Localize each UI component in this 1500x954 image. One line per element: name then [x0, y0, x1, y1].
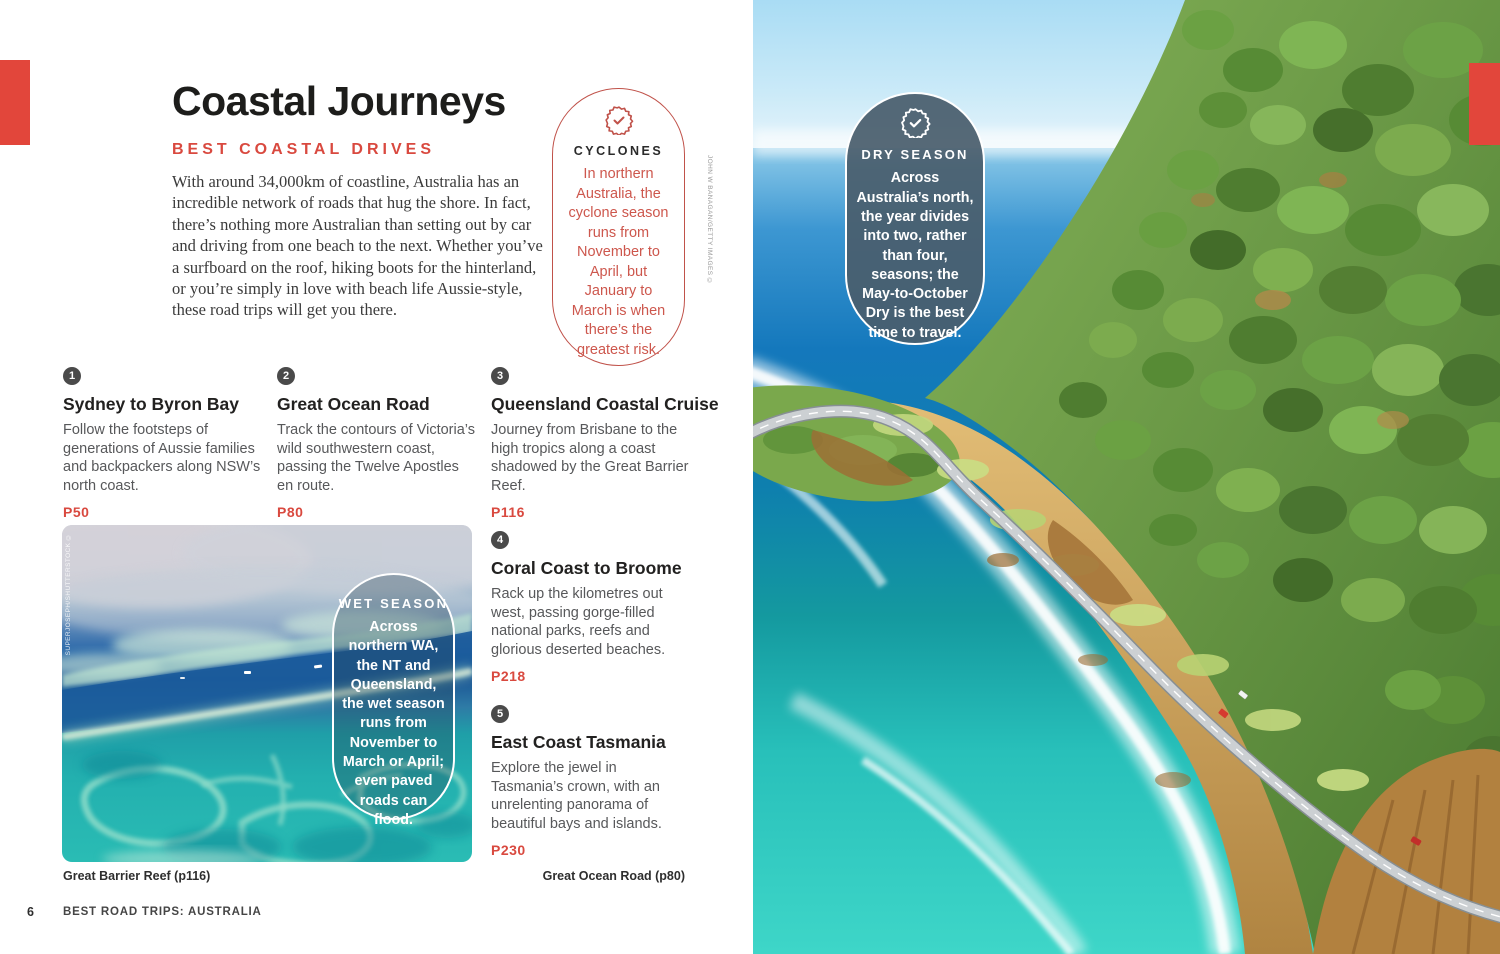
reef-photo [62, 525, 472, 862]
caption-great-ocean-road: Great Ocean Road (p80) [542, 869, 685, 883]
drive-title: Great Ocean Road [277, 394, 430, 414]
photo-credit-reef: SUPERJOSEPH/SHUTTERSTOCK © [65, 533, 72, 656]
drive-description: Track the contours of Victoria’s wild southwestern coast, passing the Twelve Apostles en route. [277, 422, 475, 494]
wet-season-callout [332, 573, 455, 828]
page-number: 6 [27, 905, 34, 919]
right-page-photo [753, 0, 1500, 954]
cyclones-callout-text: In northern Australia, the cyclone season runs from November to April, but January to March is when there’s the greatest risk. [568, 166, 669, 358]
dry-season-callout-text: Across Australia’s north, the year divides into two, rather than four, seasons; the May-to-October Dry is the best time to travel. [856, 170, 974, 341]
caption-great-barrier-reef: Great Barrier Reef (p116) [63, 869, 211, 883]
drive-description: Follow the footsteps of generations of Aussie families and backpackers along NSW’s north coast. [63, 422, 261, 494]
drive-description: Journey from Brisbane to the high tropics along a coast shadowed by the Great Barrier Reef. [491, 422, 689, 494]
cyclones-callout [552, 88, 685, 366]
wet-season-callout-text: Across northern WA, the NT and Queensland, the wet season runs from November to March or April; even paved roads can flood. [342, 619, 445, 828]
intro-paragraph: With around 34,000km of coastline, Australia has an incredible network of roads that hug the shore. In fact, there’s nothing more Australian than setting out by car and driving from one beach to the next. Whether you’ve a surfboard on the roof, hiking boots for the hinterland, or you’re simply in love with beach life Aussie-style, these road trips will get you there. [172, 172, 543, 320]
page-title: Coastal Journeys [172, 78, 506, 124]
drive-number-badge: 2 [277, 367, 295, 385]
photo-credit-getty: JOHN W BANAGAN/GETTY IMAGES © [706, 155, 713, 286]
drive-page-ref: P218 [491, 668, 526, 685]
drive-number-badge: 1 [63, 367, 81, 385]
drive-page-ref: P116 [491, 504, 525, 521]
drive-item-2 [277, 367, 479, 520]
drive-title: Coral Coast to Broome [491, 558, 682, 578]
drive-page-ref: P50 [63, 504, 90, 521]
dry-season-callout-title: DRY SEASON [861, 147, 969, 163]
book-title: BEST ROAD TRIPS: AUSTRALIA [63, 906, 262, 918]
dry-season-callout [845, 92, 985, 345]
page-subtitle: BEST COASTAL DRIVES [172, 141, 435, 158]
drive-number-badge: 3 [491, 367, 509, 385]
drive-description: Explore the jewel in Tasmania’s crown, with an unrelenting panorama of beautiful bays and islands. [491, 760, 662, 832]
drive-item-5 [491, 705, 691, 858]
drive-title: Sydney to Byron Bay [63, 394, 240, 414]
drive-title: East Coast Tasmania [491, 732, 666, 752]
red-accent-bar-right [1469, 63, 1500, 145]
drive-page-ref: P230 [491, 842, 526, 859]
drive-item-1 [63, 367, 265, 520]
drive-page-ref: P80 [277, 504, 304, 521]
cyclones-callout-title: CYCLONES [573, 144, 664, 158]
drive-item-4 [491, 531, 691, 684]
wet-season-callout-title: WET SEASON [338, 596, 449, 611]
drive-number-badge: 4 [491, 531, 509, 549]
drive-item-3 [491, 367, 719, 521]
drive-number-badge: 5 [491, 705, 509, 723]
drive-description: Rack up the kilometres out west, passing gorge-filled national parks, reefs and glorious deserted beaches. [491, 586, 666, 658]
drive-title: Queensland Coastal Cruise [491, 394, 719, 414]
seal-check-icon [604, 105, 634, 135]
red-accent-bar-left [0, 60, 30, 145]
seal-check-icon [899, 107, 932, 138]
